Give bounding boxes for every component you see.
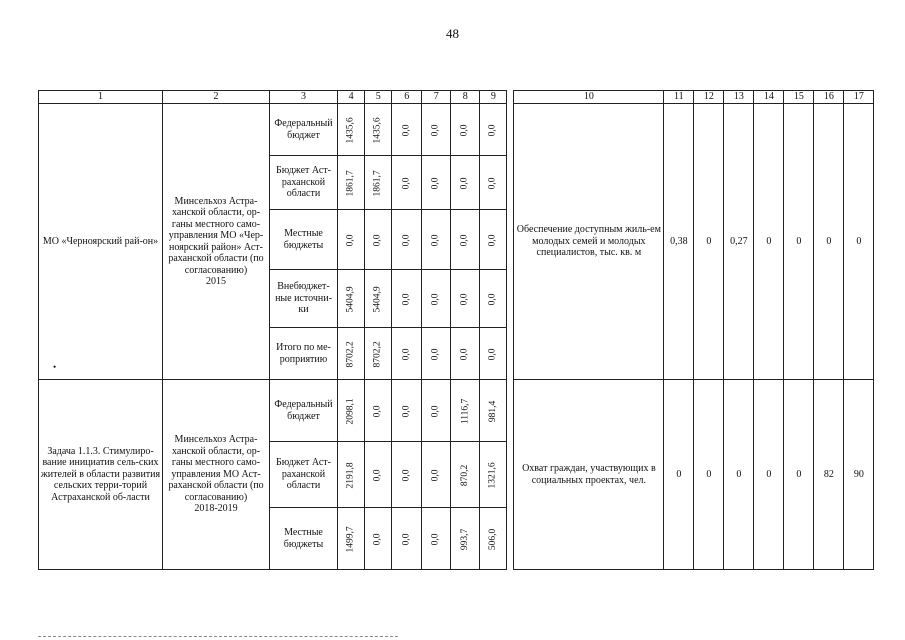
value-cell: 5404,9 bbox=[338, 270, 365, 328]
executor-years: 2018-2019 bbox=[194, 503, 238, 515]
funding-source: Местные бюджеты bbox=[270, 210, 338, 270]
value-cell: 0,0 bbox=[392, 156, 422, 210]
value-cell: 5404,9 bbox=[365, 270, 392, 328]
value-cell: 0,0 bbox=[422, 328, 451, 380]
indicator-value: 0 bbox=[784, 104, 814, 380]
executor-years: 2015 bbox=[206, 276, 226, 287]
indicator-value: 0,27 bbox=[724, 104, 754, 380]
header-row bbox=[39, 91, 874, 104]
header-cell: 9 bbox=[480, 91, 507, 104]
value-cell: 0,0 bbox=[422, 508, 451, 570]
value-cell: 0,0 bbox=[480, 210, 507, 270]
value-cell: 0,0 bbox=[451, 156, 480, 210]
header-cell: 8 bbox=[451, 91, 480, 104]
value-cell: 8702,2 bbox=[365, 328, 392, 380]
value-cell: 0,0 bbox=[392, 508, 422, 570]
value-cell: 981,4 bbox=[480, 380, 507, 442]
executor-text: Минсельхоз Астра-ханской области, ор-ганы местного само-управления МО Аст-раханской области (по согласованию) bbox=[168, 434, 264, 503]
header-cell: 7 bbox=[422, 91, 451, 104]
bottom-rule bbox=[38, 636, 398, 637]
funding-source: Внебюджет-ные источни-ки bbox=[270, 270, 338, 328]
funding-source: Федеральный бюджет bbox=[270, 104, 338, 156]
value-cell: 1861,7 bbox=[338, 156, 365, 210]
funding-source: Федеральный бюджет bbox=[270, 380, 338, 442]
header-cell: 15 bbox=[784, 91, 814, 104]
value-cell: 1435,6 bbox=[365, 104, 392, 156]
header-cell: 6 bbox=[392, 91, 422, 104]
table-row bbox=[39, 104, 874, 156]
value-cell: 0,0 bbox=[480, 156, 507, 210]
value-cell: 0,0 bbox=[392, 270, 422, 328]
indicator-value: 90 bbox=[844, 380, 874, 570]
value-cell: 0,0 bbox=[451, 270, 480, 328]
value-cell: 0,0 bbox=[422, 104, 451, 156]
value-cell: 0,0 bbox=[365, 442, 392, 508]
indicator-value: 0,38 bbox=[664, 104, 694, 380]
value-cell: 0,0 bbox=[480, 328, 507, 380]
value-cell: 0,0 bbox=[480, 270, 507, 328]
header-cell: 16 bbox=[814, 91, 844, 104]
task-cell: Задача 1.1.3. Стимулиро-вание инициатив сель-ских жителей в области развития сельских терри-торий Астраханской об-ласти bbox=[39, 380, 163, 570]
executor-text: Минсельхоз Астра-ханской области, ор-ганы местного само-управления МО «Чер-ноярский район» Аст-раханской области (по согласованию) bbox=[168, 195, 264, 276]
indicator-value: 0 bbox=[724, 380, 754, 570]
header-cell: 14 bbox=[754, 91, 784, 104]
value-cell: 0,0 bbox=[392, 380, 422, 442]
page-number: 48 bbox=[446, 26, 459, 41]
indicator-value: 0 bbox=[784, 380, 814, 570]
value-cell: 0,0 bbox=[392, 442, 422, 508]
indicator-value: 0 bbox=[754, 380, 784, 570]
value-cell: 8702,2 bbox=[338, 328, 365, 380]
indicator-value: 0 bbox=[754, 104, 784, 380]
header-cell: 1 bbox=[39, 91, 163, 104]
funding-source: Бюджет Аст-раханской области bbox=[270, 442, 338, 508]
value-cell: 0,0 bbox=[338, 210, 365, 270]
value-cell: 0,0 bbox=[365, 508, 392, 570]
header-cell: 2 bbox=[163, 91, 270, 104]
value-cell: 1321,6 bbox=[480, 442, 507, 508]
funding-source: Бюджет Аст-раханской области bbox=[270, 156, 338, 210]
header-cell: 3 bbox=[270, 91, 338, 104]
stray-mark: • bbox=[53, 362, 57, 372]
executor-cell bbox=[163, 104, 270, 380]
value-cell: 1861,7 bbox=[365, 156, 392, 210]
header-cell: 17 bbox=[844, 91, 874, 104]
value-cell: 1116,7 bbox=[451, 380, 480, 442]
funding-source: Местные бюджеты bbox=[270, 508, 338, 570]
budget-table bbox=[38, 90, 874, 570]
indicator-description: Охват граждан, участвующих в социальных проектах, чел. bbox=[514, 380, 664, 570]
spacer-cell bbox=[507, 91, 514, 104]
indicator-description: Обеспечение доступным жиль-ем молодых семей и молодых специалистов, тыс. кв. м bbox=[514, 104, 664, 380]
spacer-cell bbox=[507, 380, 514, 570]
value-cell: 0,0 bbox=[451, 210, 480, 270]
value-cell: 2098,1 bbox=[338, 380, 365, 442]
value-cell: 0,0 bbox=[422, 156, 451, 210]
value-cell: 1499,7 bbox=[338, 508, 365, 570]
header-cell: 4 bbox=[338, 91, 365, 104]
header-cell: 10 bbox=[514, 91, 664, 104]
value-cell: 0,0 bbox=[365, 210, 392, 270]
value-cell: 0,0 bbox=[422, 210, 451, 270]
indicator-value: 82 bbox=[814, 380, 844, 570]
spacer-cell bbox=[507, 104, 514, 380]
indicator-value: 0 bbox=[814, 104, 844, 380]
indicator-value: 0 bbox=[694, 380, 724, 570]
funding-source: Итого по ме-роприятию bbox=[270, 328, 338, 380]
header-cell: 12 bbox=[694, 91, 724, 104]
header-cell: 11 bbox=[664, 91, 694, 104]
value-cell: 0,0 bbox=[392, 104, 422, 156]
indicator-value: 0 bbox=[664, 380, 694, 570]
value-cell: 2191,8 bbox=[338, 442, 365, 508]
value-cell: 0,0 bbox=[451, 328, 480, 380]
value-cell: 0,0 bbox=[422, 442, 451, 508]
header-cell: 13 bbox=[724, 91, 754, 104]
executor-cell bbox=[163, 380, 270, 570]
value-cell: 506,0 bbox=[480, 508, 507, 570]
value-cell: 993,7 bbox=[451, 508, 480, 570]
value-cell: 870,2 bbox=[451, 442, 480, 508]
indicator-value: 0 bbox=[694, 104, 724, 380]
value-cell: 0,0 bbox=[392, 328, 422, 380]
indicator-value: 0 bbox=[844, 104, 874, 380]
table-row bbox=[39, 380, 874, 442]
value-cell: 0,0 bbox=[365, 380, 392, 442]
value-cell: 0,0 bbox=[422, 380, 451, 442]
value-cell: 0,0 bbox=[480, 104, 507, 156]
value-cell: 0,0 bbox=[422, 270, 451, 328]
header-cell: 5 bbox=[365, 91, 392, 104]
value-cell: 1435,6 bbox=[338, 104, 365, 156]
value-cell: 0,0 bbox=[451, 104, 480, 156]
organization-cell: МО «Черноярский рай-он» bbox=[39, 104, 163, 380]
value-cell: 0,0 bbox=[392, 210, 422, 270]
